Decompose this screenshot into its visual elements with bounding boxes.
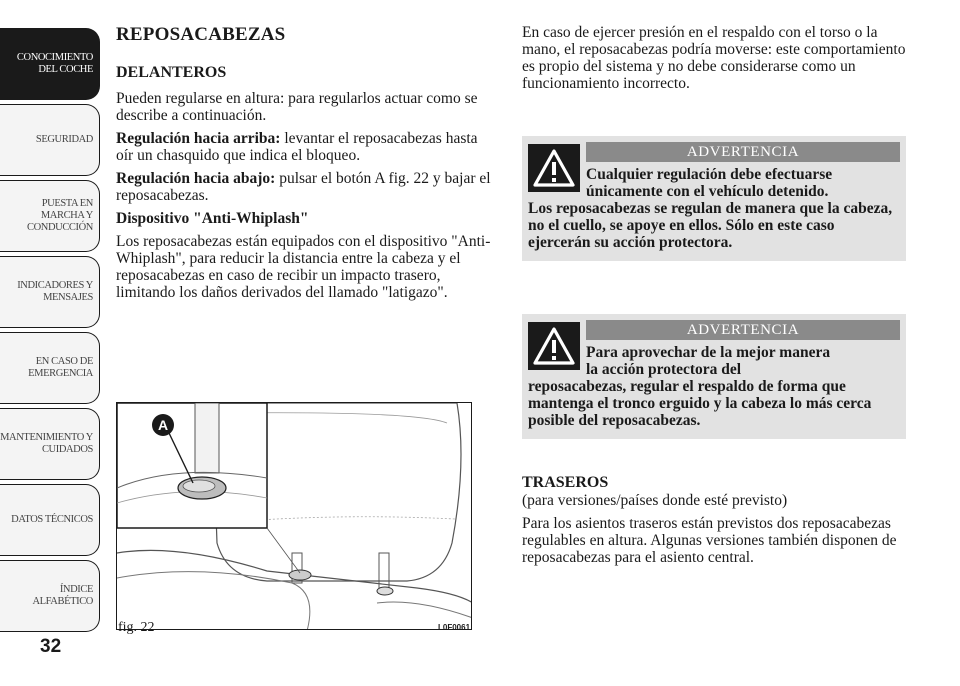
rear-paragraph: Para los asientos traseros están previstos dos reposacabezas regulables en altura. Algunas versiones también disponen de reposacabezas para el asiento central. bbox=[522, 515, 897, 566]
tab-indicadores-y-mensajes[interactable]: INDICADORES Y MENSAJES bbox=[0, 256, 100, 328]
warning-box-2 bbox=[522, 314, 906, 439]
warning-heading-1: ADVERTENCIA bbox=[586, 142, 900, 162]
tab-en-caso-de-emergencia[interactable]: EN CASO DE EMERGENCIA bbox=[0, 332, 100, 404]
warning-1-rest: Los reposacabezas se regulan de manera que la cabeza, no el cuello, se apoye en ellos. Sólo en este caso ejercerán su acción protectora. bbox=[528, 200, 893, 251]
headrest-drawing bbox=[117, 403, 472, 630]
warning-2-line-1: Para aprovechar de la mejor manera bbox=[586, 344, 831, 361]
adjust-down-label: Regulación hacia abajo: bbox=[116, 170, 276, 187]
tab-seguridad[interactable]: SEGURIDAD bbox=[0, 104, 100, 176]
warning-1-line-2: únicamente con el vehículo detenido. bbox=[586, 183, 829, 200]
whiplash-paragraph: Los reposacabezas están equipados con el dispositivo "Anti-Whiplash", para reducir la distancia entre la cabeza y el reposacabezas en caso de recibir un impacto trasero, limitando los daños derivados del llamado "latigazo". bbox=[116, 233, 491, 301]
tab-datos-tecnicos[interactable]: DATOS TÉCNICOS bbox=[0, 484, 100, 556]
whiplash-subtitle: Dispositivo "Anti-Whiplash" bbox=[116, 210, 309, 227]
adjust-down-paragraph bbox=[116, 170, 496, 204]
warning-heading-2: ADVERTENCIA bbox=[586, 320, 900, 340]
figure-code: L0F0061 bbox=[438, 623, 471, 632]
pressure-paragraph: En caso de ejercer presión en el respaldo con el torso o la mano, el reposacabezas podría moverse: este comportamiento es propio del sistema y no debe considerarse como un funcionamiento incorrecto. bbox=[522, 24, 906, 92]
adjust-up-label: Regulación hacia arriba: bbox=[116, 130, 281, 147]
tab-puesta-en-marcha[interactable]: PUESTA EN MARCHA Y CONDUCCIÓN bbox=[0, 180, 100, 252]
page-title: REPOSACABEZAS bbox=[116, 24, 286, 45]
page-number: 32 bbox=[40, 636, 62, 657]
tab-mantenimiento-y-cuidados[interactable]: MANTENIMIENTO Y CUIDADOS bbox=[0, 408, 100, 480]
headrest-illustration bbox=[116, 402, 472, 630]
warning-2-line-2: la acción protectora del bbox=[586, 361, 742, 378]
tab-conocimiento-del-coche[interactable]: CONOCIMIENTO DEL COCHE bbox=[0, 28, 100, 100]
section-heading-rear: TRASEROS bbox=[522, 474, 609, 491]
adjust-down-text: pulsar el botón A fig. 22 y bajar el reposacabezas. bbox=[116, 170, 491, 204]
left-column bbox=[116, 24, 496, 307]
right-column bbox=[522, 24, 908, 98]
warning-text-1 bbox=[528, 166, 900, 251]
warning-2-rest: reposacabezas, regular el respaldo de forma que mantenga el tronco erguido y la cabeza lo más cerca posible del reposacabezas. bbox=[528, 378, 872, 429]
warning-triangle-icon bbox=[528, 144, 580, 192]
warning-1-line-1: Cualquier regulación debe efectuarse bbox=[586, 166, 833, 183]
warning-text-2 bbox=[528, 344, 900, 429]
adjust-up-paragraph bbox=[116, 130, 496, 164]
rear-section bbox=[522, 474, 908, 572]
tab-indice-alfabetico[interactable]: ÍNDICE ALFABÉTICO bbox=[0, 560, 100, 632]
intro-paragraph: Pueden regularse en altura: para regularlos actuar como se describe a continuación. bbox=[116, 90, 478, 124]
section-heading-front: DELANTEROS bbox=[116, 64, 227, 81]
callout-a-label: A bbox=[157, 417, 169, 433]
warning-triangle-icon bbox=[528, 322, 580, 370]
figure-caption: fig. 22 bbox=[118, 620, 155, 635]
adjust-up-text: levantar el reposacabezas hasta oír un chasquido que indica el bloqueo. bbox=[116, 130, 478, 164]
rear-note: (para versiones/países donde esté previsto) bbox=[522, 492, 788, 509]
warning-box-1 bbox=[522, 136, 906, 261]
